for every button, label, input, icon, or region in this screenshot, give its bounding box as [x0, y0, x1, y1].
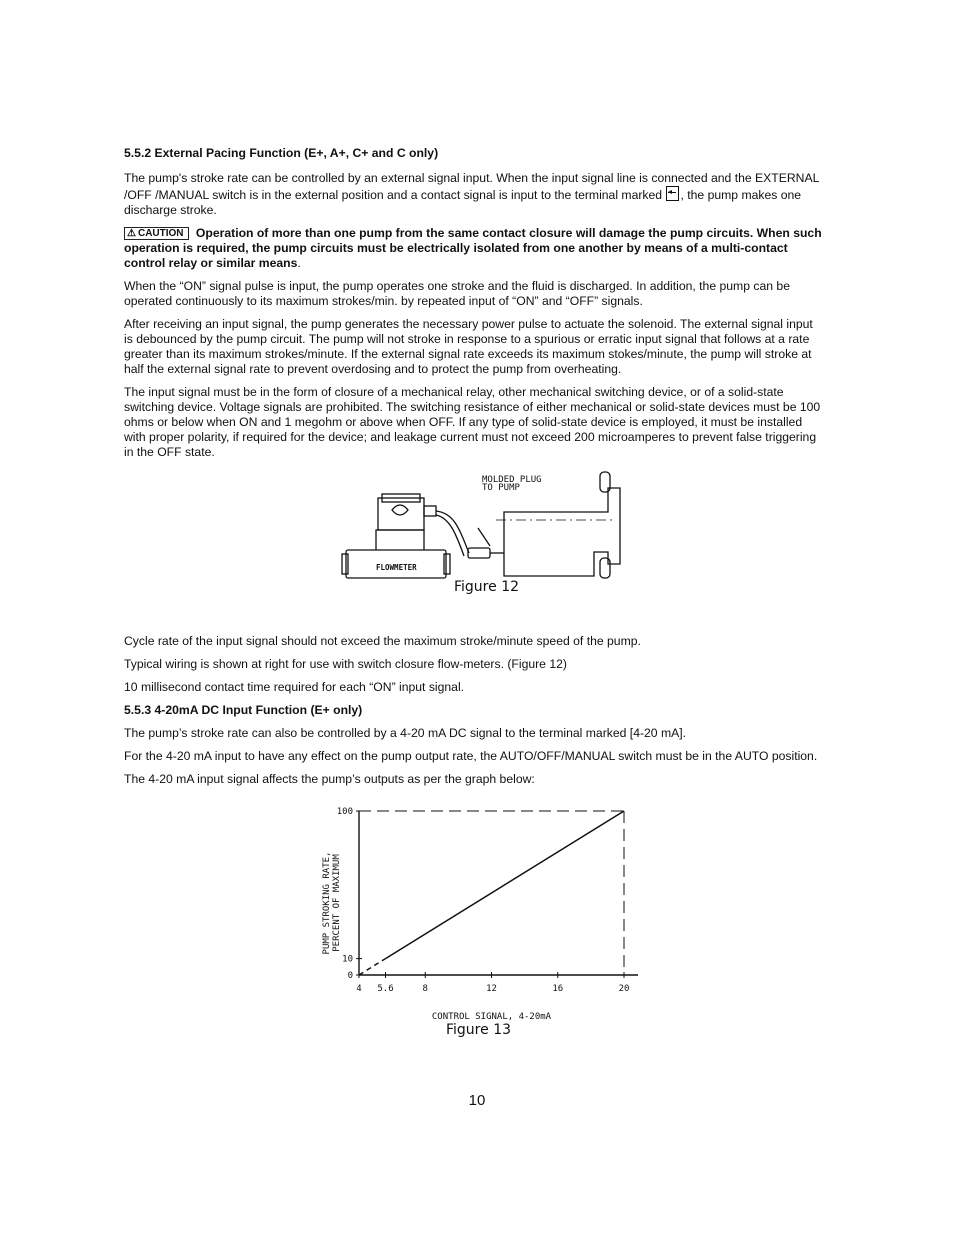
- paragraph-graph-intro: The 4-20 mA input signal affects the pump’s outputs as per the graph below:: [124, 772, 535, 786]
- paragraph-stroke-rate-text-b: , the pump makes one discharge stroke.: [124, 188, 802, 217]
- paragraph-4-20ma-terminal: The pump’s stroke rate can also be controlled by a 4-20 mA DC signal to the terminal marked [4-20 mA].: [124, 726, 687, 740]
- document-page: [124, 146, 824, 1059]
- paragraph-on-signal: When the “ON” signal pulse is input, the pump operates one stroke and the fluid is discharged. In addition, the pump can be operated continuously to its maximum strokes/min. by repeated input of “ON” and “OFF” signals.: [124, 279, 790, 308]
- chart-axes: [359, 811, 638, 975]
- figure-12-caption: Figure 12: [454, 579, 520, 595]
- series-line-dashed: [359, 959, 386, 975]
- caution-badge: [124, 227, 189, 240]
- figure-13: [124, 797, 824, 1059]
- paragraph-stroke-rate-text-a: The pump's stroke rate can be controlled by an external signal input. When the input signal line is connected and the EXTERNAL /OFF /MANUAL switch is in the external position and a contact signal is input to the terminal marked: [124, 171, 819, 202]
- x-tick-label: 4: [356, 984, 362, 994]
- stroke-rate-chart: [124, 797, 824, 1032]
- warning-triangle-icon: ⚠: [127, 228, 136, 239]
- x-tick-label: 5.6: [377, 984, 394, 994]
- section-heading-4-20ma: 5.5.3 4-20mA DC Input Function (E+ only): [124, 703, 363, 717]
- section-heading-external-pacing: 5.5.2 External Pacing Function (E+, A+, C+ and C only): [124, 146, 439, 160]
- molded-plug: [468, 548, 490, 558]
- paragraph-auto-switch: For the 4-20 mA input to have any effect on the pump output rate, the AUTO/OFF/MANUAL switch must be in the AUTO position.: [124, 749, 818, 763]
- molded-plug-label-1: MOLDED PLUG: [482, 475, 542, 485]
- chart-lines: [359, 811, 624, 975]
- x-tick-label: 8: [422, 984, 428, 994]
- paragraph-contact-time: 10 millisecond contact time required for each “ON” input signal.: [124, 680, 465, 694]
- y-tick-label: 0: [347, 971, 353, 981]
- paragraph-stroke-rate: [124, 171, 824, 218]
- molded-plug-label-2: TO PUMP: [482, 483, 520, 493]
- paragraph-input-signal-form: The input signal must be in the form of closure of a mechanical relay, other mechanical switching device, or of a solid-state switching device. Voltage signals are prohibited. The switching resistance of either mechanical or solid-state devices must be 100 ohms or below when ON and 1 megohm or above when OFF. If any type of solid-state device is employed, it must be installed with proper polarity, if required for the device; and leakage current must not exceed 200 microamperes to prevent false triggering in the OFF state.: [124, 385, 821, 459]
- paragraph-cycle-rate: Cycle rate of the input signal should not exceed the maximum stroke/minute speed of the pump.: [124, 634, 641, 648]
- flowmeter-neck: [376, 530, 424, 550]
- pump-body: [504, 488, 620, 576]
- y-tick-label: 100: [336, 807, 353, 817]
- caution-notice: [124, 226, 824, 271]
- page-number: 10: [468, 1092, 486, 1109]
- x-tick-label: 20: [618, 984, 630, 994]
- chart-x-axis-label: CONTROL SIGNAL, 4-20mA: [431, 1012, 552, 1022]
- flowmeter-dial: [392, 505, 408, 515]
- y-tick-label: 10: [342, 954, 353, 965]
- caution-label: CAUTION: [137, 228, 184, 239]
- caution-end: .: [297, 256, 301, 270]
- plug-leader-line: [478, 528, 490, 546]
- flowmeter-connector: [424, 506, 436, 516]
- paragraph-typical-wiring: Typical wiring is shown at right for use with switch closure flow-meters. (Figure 12): [124, 657, 567, 671]
- flowmeter-register: [378, 498, 424, 530]
- pulse-terminal-icon: [666, 186, 679, 201]
- figure-13-caption: Figure 13: [446, 1022, 512, 1038]
- caution-text: Operation of more than one pump from the same contact closure will damage the pump circuits. When such operation is required, the pump circuits must be electrically isolated from one another by means of a multi-contact control relay or similar means: [124, 226, 822, 270]
- flowmeter-inlet: [342, 554, 348, 574]
- flowmeter-outlet: [444, 554, 450, 574]
- chart-y-axis-label-line2: PERCENT OF MAXIMUM: [332, 854, 342, 952]
- x-tick-label: 12: [486, 984, 497, 994]
- series-line-solid: [386, 811, 625, 959]
- paragraph-debounce: After receiving an input signal, the pump generates the necessary power pulse to actuate the solenoid. The external signal input is debounced by the pump circuit. The pump will not stroke in response to a spurious or erratic input signal that follows at a rate greater than its maximum strokes/minute. If the external signal rate exceeds its maximum stokes/minute, the pump will stroke at half the external signal rate to prevent overdosing and to protect the pump from overheating.: [124, 317, 813, 376]
- x-tick-label: 16: [552, 984, 564, 994]
- figure-12: [124, 468, 824, 628]
- flowmeter-label: FLOWMETER: [376, 563, 417, 572]
- chart-y-axis-label-line1: PUMP STROKING RATE,: [322, 851, 332, 955]
